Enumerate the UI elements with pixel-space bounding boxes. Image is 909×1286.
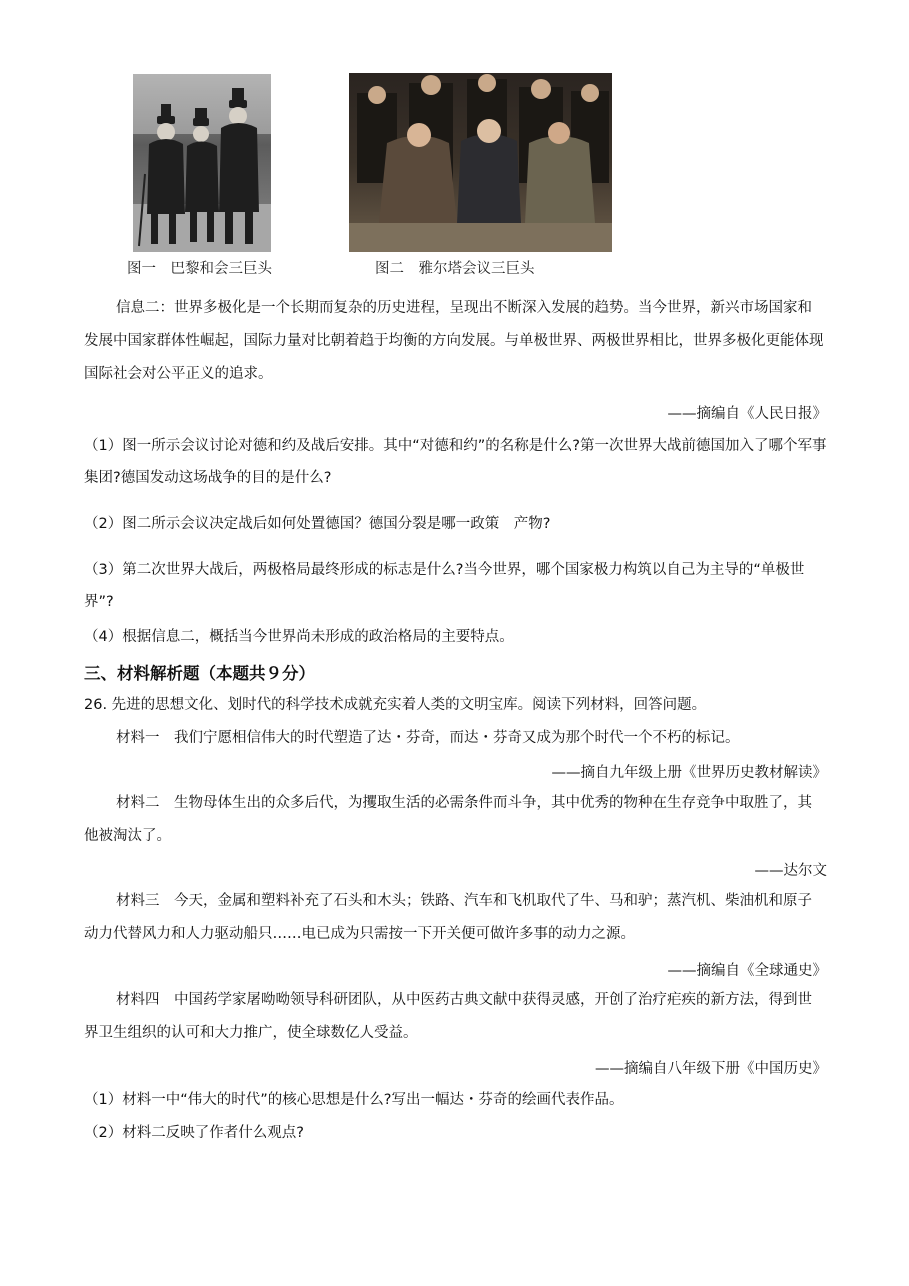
section3-heading: 三、材料解析题（本题共９分） <box>84 664 315 683</box>
q25-part4: （4）根据信息二，概括当今世界尚未形成的政治格局的主要特点。 <box>84 629 514 645</box>
q25-part3: （3）第二次世界大战后，两极格局最终形成的标志是什么?当今世界，哪个国家极力构筑以自己为主导的“单极世界”? <box>84 562 805 610</box>
material3: 材料三 今天，金属和塑料补充了石头和木头；铁路、汽车和飞机取代了牛、马和驴；蒸汽机、柴油机和原子动力代替风力和人力驱动船只……电已成为只需按一下开关便可做许多事的动力之源。 <box>84 893 812 942</box>
figure2-caption: 图二 雅尔塔会议三巨头 <box>375 261 535 277</box>
paris-peace-conference-photo <box>133 74 271 252</box>
material4-source: ——摘编自八年级下册《中国历史》 <box>595 1061 827 1077</box>
info2-paragraph: 信息二：世界多极化是一个长期而复杂的历史进程，呈现出不断深入发展的趋势。当今世界，新兴市场国家和发展中国家群体性崛起，国际力量对比朝着趋于均衡的方向发展。与单极世界、两极世界相比，世界多极化更能体现国际社会对公平正义的追求。 <box>84 300 824 382</box>
material4: 材料四 中国药学家屠呦呦领导科研团队，从中医药古典文献中获得灵感，开创了治疗疟疾的新方法，得到世界卫生组织的认可和大力推广，使全球数亿人受益。 <box>84 992 812 1041</box>
info2-source: ——摘编自《人民日报》 <box>667 406 827 422</box>
figure1-caption: 图一 巴黎和会三巨头 <box>127 261 272 277</box>
material1-source: ——摘自九年级上册《世界历史教材解读》 <box>551 765 827 781</box>
q26-intro: 26. 先进的思想文化、划时代的科学技术成就充实着人类的文明宝库。阅读下列材料，回答问题。 <box>84 697 707 713</box>
q25-part2: （2）图二所示会议决定战后如何处置德国？德国分裂是哪一政策 产物? <box>84 516 551 532</box>
q25-part1: （1）图一所示会议讨论对德和约及战后安排。其中“对德和约”的名称是什么?第一次世界大战前德国加入了哪个军事集团?德国发动这场战争的目的是什么? <box>84 438 827 486</box>
q26-part1: （1）材料一中“伟大的时代”的核心思想是什么?写出一幅达・芬奇的绘画代表作品。 <box>84 1092 624 1108</box>
yalta-conference-photo <box>349 73 612 252</box>
q26-part2: （2）材料二反映了作者什么观点? <box>84 1125 304 1141</box>
material2: 材料二 生物母体生出的众多后代，为攫取生活的必需条件而斗争，其中优秀的物种在生存竞争中取胜了，其他被淘汰了。 <box>84 795 812 844</box>
material2-source: ——达尔文 <box>754 863 827 879</box>
material3-source: ——摘编自《全球通史》 <box>667 963 827 979</box>
material1: 材料一 我们宁愿相信伟大的时代塑造了达・芬奇，而达・芬奇又成为那个时代一个不朽的标记。 <box>116 730 740 746</box>
